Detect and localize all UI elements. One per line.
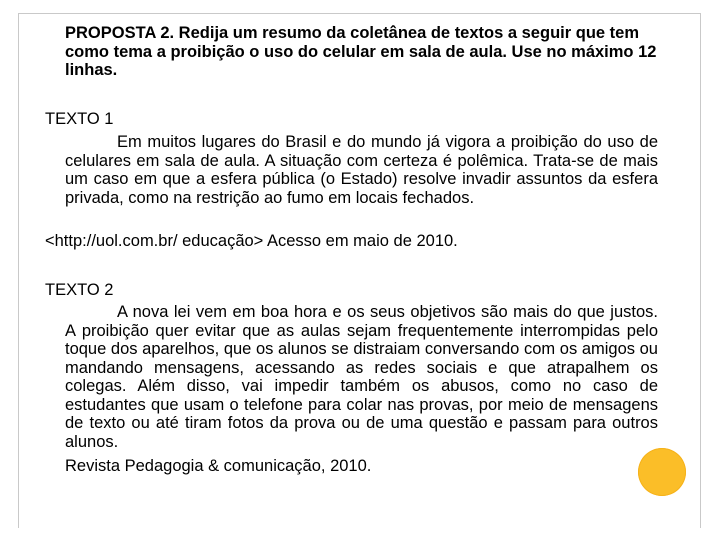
text-1-source: <http://uol.com.br/ educação> Acesso em maio de 2010. bbox=[45, 232, 458, 250]
text-1-body: Em muitos lugares do Brasil e do mundo já vigora a proibição do uso de celulares em sala de aula. A situação com certeza é polêmica. Trata-se de mais um caso em que a esfera pública (o Estado) resolve invadir assuntos da esfera privada, como na restrição ao fumo em locais fechados. bbox=[65, 133, 658, 207]
text-2-heading: TEXTO 2 bbox=[45, 281, 114, 299]
slide-frame-left-border bbox=[18, 13, 19, 528]
text-2-body: A nova lei vem em boa hora e os seus objetivos são mais do que justos. A proibição quer evitar que as aulas sejam frequentemente interrompidas pelo toque dos aparelhos, que os alunos se distraiam conversando com os amigos ou mandando mensagens, acessando as redes sociais e que atrapalhem os colegas. Além disso, vai impedir também os abusos, como no caso de estudantes que usam o telefone para colar nas provas, por meio de mensagens de texto ou até tiram fotos da prova ou de uma questão e passam para outros alunos. bbox=[65, 303, 658, 451]
decorative-circle-icon bbox=[638, 448, 686, 496]
slide-frame-top-border bbox=[18, 13, 700, 14]
slide-frame-right-border bbox=[700, 13, 701, 528]
text-1-heading: TEXTO 1 bbox=[45, 110, 114, 128]
text-2-source: Revista Pedagogia & comunicação, 2010. bbox=[65, 457, 372, 475]
assignment-prompt: PROPOSTA 2. Redija um resumo da coletânea de textos a seguir que tem como tema a proibição o uso do celular em sala de aula. Use no máximo 12 linhas. bbox=[65, 24, 657, 79]
